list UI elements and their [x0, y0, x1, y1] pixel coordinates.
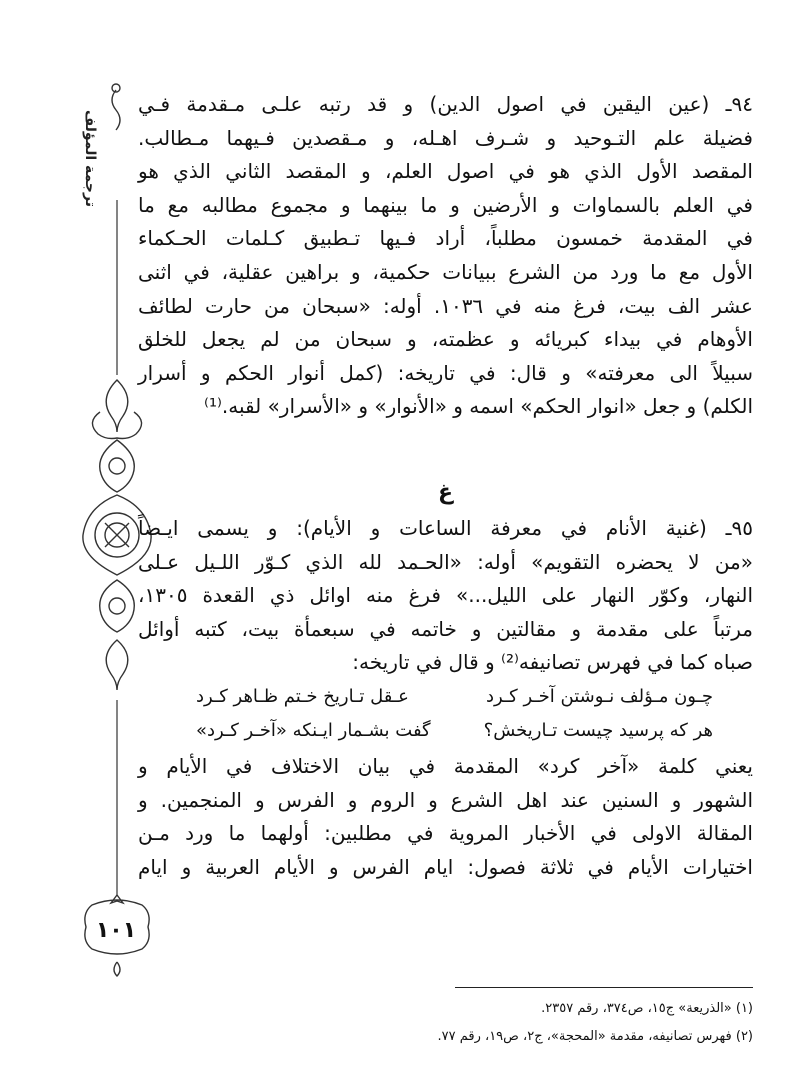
text-line: مرتباً على مقدمة و مقالتين و خاتمه في سبعمأة بيت، كتبه أوائل — [138, 616, 753, 641]
hemistich-right: چـون مـؤلف نـوشتن آخـر كـرد — [485, 686, 713, 707]
text-line: فضيلة علم التـوحيد و شـرف اهـله، و مـقصدين فـيهما مـطالب. — [138, 125, 753, 150]
text-line: الكلم) و جعل «انوار الحكم» اسمه و «الأنوار» و «الأسرار» لقبه.⁽¹⁾ — [204, 394, 753, 419]
text-line: «من لا يحضره التقويم» أوله: «الحـمد لله الذي كـوّر اللـيل عـلى — [138, 549, 753, 574]
body-text-b — [138, 512, 753, 680]
body-text-c — [138, 750, 753, 884]
footnotes — [138, 995, 753, 1051]
text-line: المقالة الاولى في الأخبار المروية في مطلبين: أولهما ما ورد مـن — [138, 821, 753, 846]
text-line: عشر الف بيت، فرغ منه في ١٠٣٦. أوله: «سبحان من حارت لطائف — [138, 293, 753, 318]
hemistich-left: عـقل تـاريخ خـتم ظـاهر كـرد — [196, 686, 409, 707]
text-line: ٩٥ـ (غنية الأنام في معرفة الساعات و الأيام): و يسمى ايـضاً — [138, 516, 753, 540]
text-line: الشهور و السنين عند اهل الشرع و الروم و الفرس و المنجمين. و — [138, 787, 753, 812]
footnote: (١) «الذريعة» ج١٥، ص٣٧٤، رقم ٢٣٥٧. — [541, 1001, 753, 1016]
body-text-a — [138, 88, 753, 424]
text-line: اختيارات الأيام في ثلاثة فصول: ايام الفرس و الأيام العربية و ايام — [138, 854, 753, 879]
text-line: المقصد الأول الذي هو في اصول العلم، و المقصد الثاني الذي هو — [138, 159, 753, 184]
text-line: في المقدمة خمسون مطلباً، أراد فـيها تـطبيق كـلمات الحـكماء — [138, 226, 753, 251]
text-line: في العلم بالسماوات و الأرضين و ما بينهما و مجموع مطالبه مع ما — [138, 192, 753, 217]
text-line: يعني كلمة «آخر كرد» المقدمة في بيان الاختلاف في الأيام و — [138, 754, 753, 778]
text-line: الأوهام في بيداء كبريائه و عظمته، و سبحان من لم يجعل للخلق — [138, 327, 753, 352]
text-line: النهار، وكوّر النهار على الليل...» فرغ منه اوائل ذي القعدة ١٣٠٥، — [138, 583, 753, 608]
footnote: (٢) فهرس تصانيفه، مقدمة «المحجة»، ج٢، ص١٩، رقم ٧٧. — [437, 1029, 753, 1044]
hemistich-left: گفت بشـمار ايـنكه «آخـر كـرد» — [196, 720, 431, 741]
poem — [138, 680, 753, 748]
section-letter: غ — [437, 480, 454, 505]
footnote-divider — [455, 987, 753, 988]
page-number: ١٠١ — [95, 918, 137, 943]
poem-verse — [138, 714, 753, 748]
text-line: ٩٤ـ (عين اليقين في اصول الدين) و قد رتبه علـى مـقدمة فـي — [138, 92, 753, 116]
poem-verse — [138, 680, 753, 714]
text-line: صباه كما في فهرس تصانيفه⁽²⁾ و قال في تاريخه: — [352, 650, 753, 675]
text-line: سبيلاً الى معرفته» و قال: في تاريخه: (كمل أنوار الحكم و أسرار — [138, 360, 753, 385]
hemistich-right: هر كه پرسيد چيست تـاريخش؟ — [483, 720, 713, 741]
text-line: الأول مع ما ورد من الشرع ببيانات حكمية، و براهين عقلية، في اثنى — [138, 259, 753, 284]
running-head: ترجمة المؤلف — [82, 110, 98, 207]
